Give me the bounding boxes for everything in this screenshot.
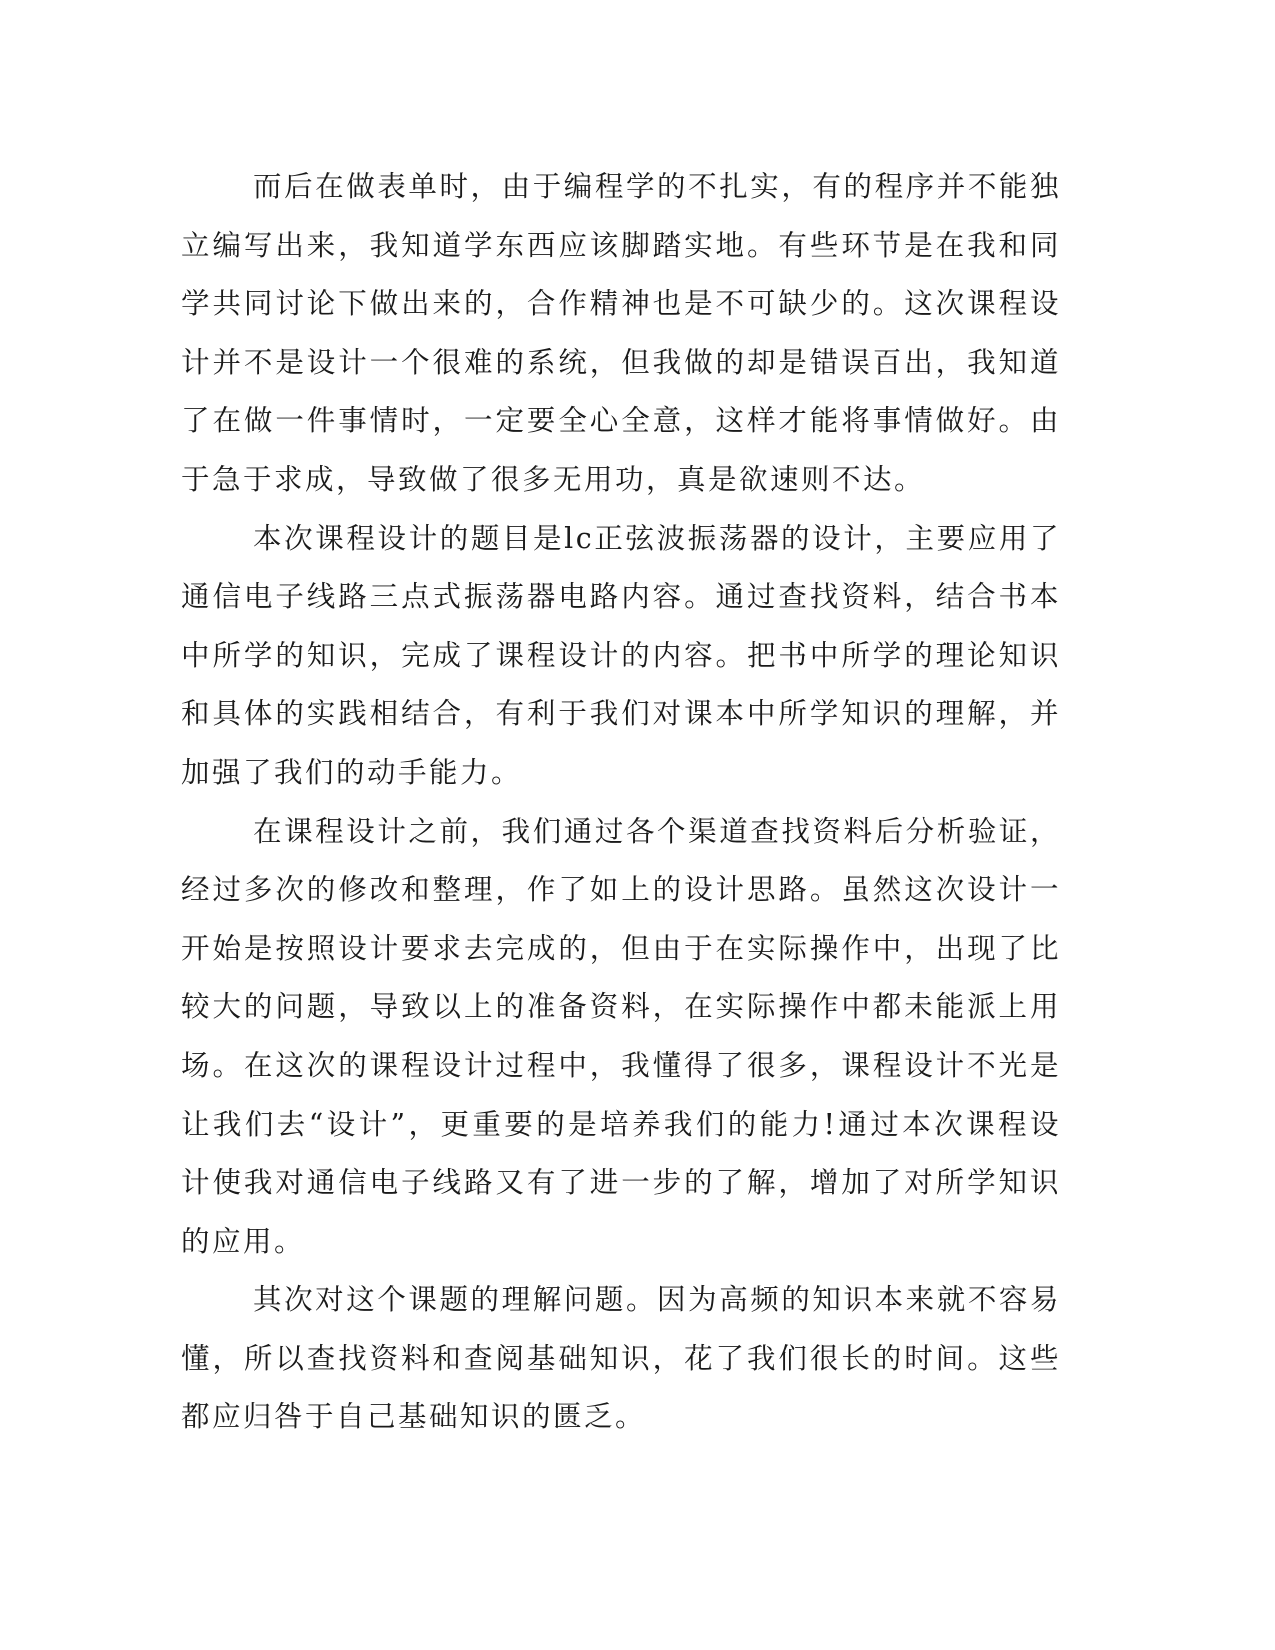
paragraph-1: 而后在做表单时，由于编程学的不扎实，有的程序并不能独立编写出来，我知道学东西应该脚踏实地。有些环节是在我和同学共同讨论下做出来的，合作精神也是不可缺少的。这次课程设计并不是设计一个很难的系统，但我做的却是错误百出，我知道了在做一件事情时，一定要全心全意，这样才能将事情做好。由于急于求成，导致做了很多无用功，真是欲速则不达。 xyxy=(181,170,1061,496)
paragraph-3: 在课程设计之前，我们通过各个渠道查找资料后分析验证，经过多次的修改和整理，作了如上的设计思路。虽然这次设计一开始是按照设计要求去完成的，但由于在实际操作中，出现了比较大的问题，导致以上的准备资料，在实际操作中都未能派上用场。在这次的课程设计过程中，我懂得了很多，课程设计不光是让我们去“设计”，更重要的是培养我们的能力!通过本次课程设计使我对通信电子线路又有了进一步的了解，增加了对所学知识的应用。 xyxy=(181,814,1061,1258)
paragraph-2: 本次课程设计的题目是lc正弦波振荡器的设计，主要应用了通信电子线路三点式振荡器电路内容。通过查找资料，结合书本中所学的知识，完成了课程设计的内容。把书中所学的理论知识和具体的实践相结合，有利于我们对课本中所学知识的理解，并加强了我们的动手能力。 xyxy=(181,521,1061,789)
document-body xyxy=(181,158,1061,1447)
paragraph-4: 其次对这个课题的理解问题。因为高频的知识本来就不容易懂，所以查找资料和查阅基础知识，花了我们很长的时间。这些都应归咎于自己基础知识的匮乏。 xyxy=(181,1283,1061,1434)
